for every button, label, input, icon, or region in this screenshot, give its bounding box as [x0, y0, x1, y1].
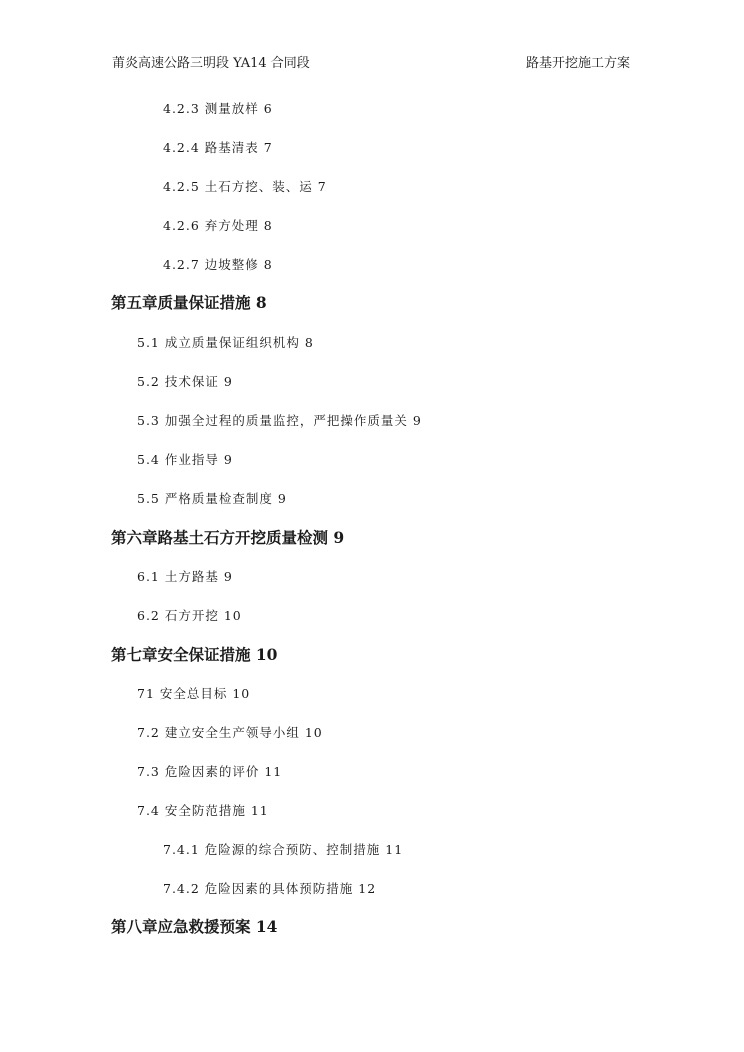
toc-subsection-entry[interactable]: 4.2.5 土石方挖、装、运 7	[163, 179, 327, 194]
toc-chapter-heading[interactable]: 第七章安全保证措施 10	[111, 645, 278, 664]
toc-subsection-entry[interactable]: 4.2.6 弃方处理 8	[163, 218, 273, 233]
toc-subsection-entry[interactable]: 7.4.1 危险源的综合预防、控制措施 11	[163, 842, 404, 857]
toc-section-entry[interactable]: 71 安全总目标 10	[137, 686, 251, 701]
toc-section-entry[interactable]: 5.2 技术保证 9	[137, 374, 233, 389]
toc-chapter-heading[interactable]: 第八章应急救援预案 14	[111, 917, 278, 936]
toc-section-entry[interactable]: 5.4 作业指导 9	[137, 452, 233, 467]
toc-chapter-heading[interactable]: 第五章质量保证措施 8	[111, 293, 267, 312]
page-header	[0, 52, 744, 72]
toc-section-entry[interactable]: 6.1 土方路基 9	[137, 569, 233, 584]
toc-section-entry[interactable]: 5.5 严格质量检查制度 9	[137, 491, 287, 506]
toc-subsection-entry[interactable]: 4.2.3 测量放样 6	[163, 101, 273, 116]
toc-section-entry[interactable]: 7.4 安全防范措施 11	[137, 803, 269, 818]
toc-section-entry[interactable]: 5.1 成立质量保证组织机构 8	[137, 335, 314, 350]
toc-section-entry[interactable]: 5.3 加强全过程的质量监控，严把操作质量关 9	[137, 413, 422, 428]
toc-section-entry[interactable]: 6.2 石方开挖 10	[137, 608, 242, 623]
toc-subsection-entry[interactable]: 7.4.2 危险因素的具体预防措施 12	[163, 881, 377, 896]
header-document-title: 路基开挖施工方案	[525, 56, 630, 71]
toc-subsection-entry[interactable]: 4.2.4 路基清表 7	[163, 140, 273, 155]
toc-chapter-heading[interactable]: 第六章路基土石方开挖质量检测 9	[111, 528, 345, 547]
header-project-title: 莆炎高速公路三明段 YA14 合同段	[112, 56, 310, 71]
toc-subsection-entry[interactable]: 4.2.7 边坡整修 8	[163, 257, 273, 272]
toc-section-entry[interactable]: 7.3 危险因素的评价 11	[137, 764, 283, 779]
toc-section-entry[interactable]: 7.2 建立安全生产领导小组 10	[137, 725, 323, 740]
